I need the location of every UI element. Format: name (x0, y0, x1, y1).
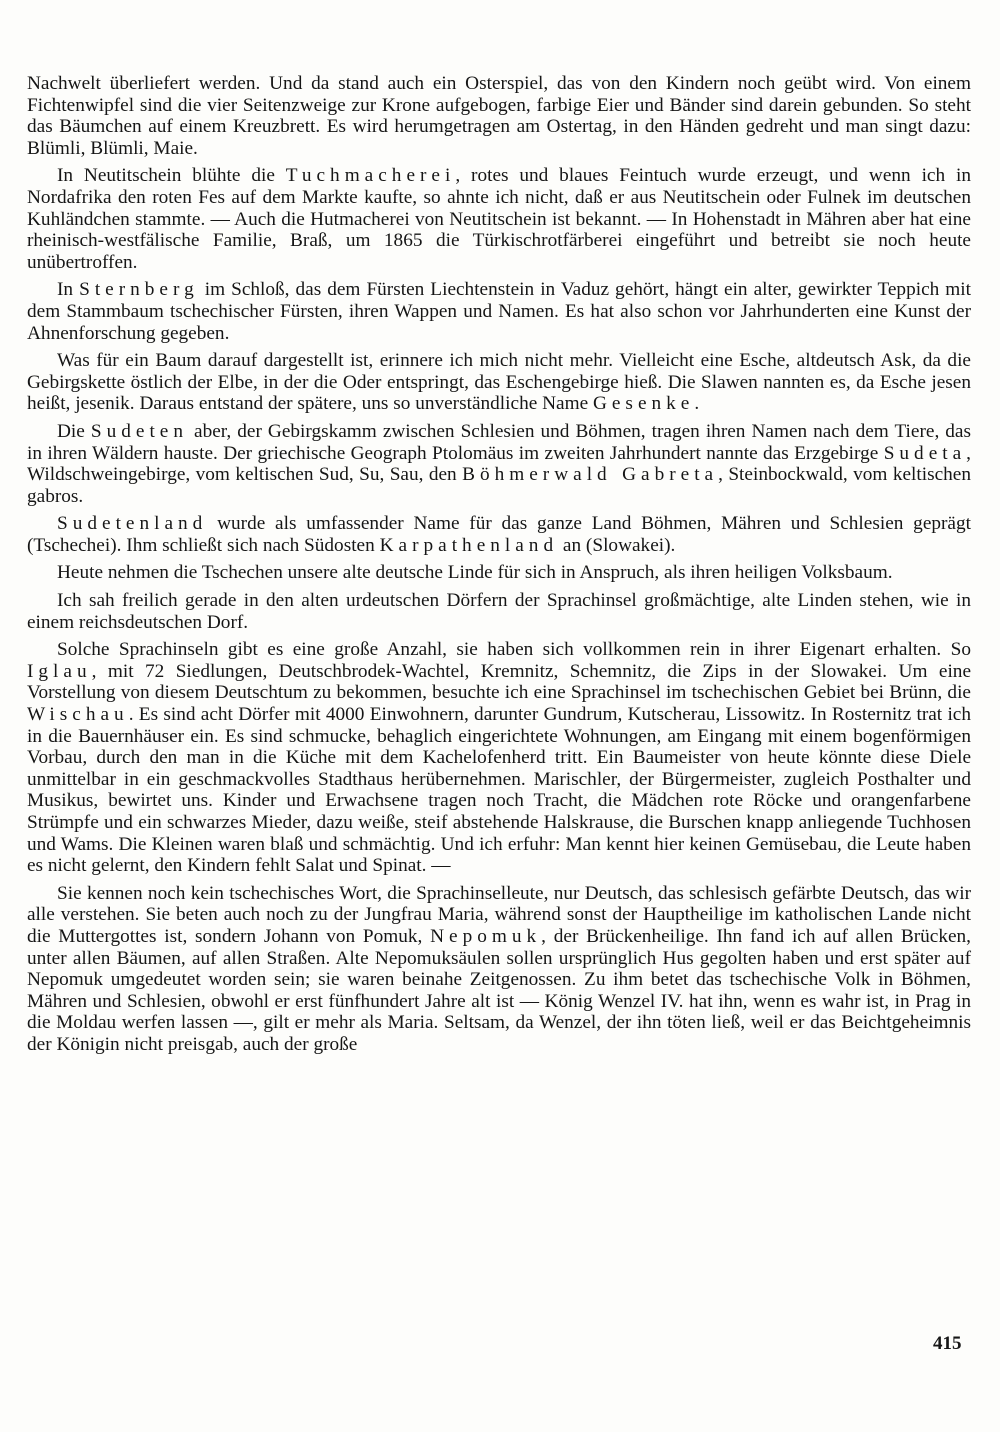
paragraph-2 (27, 165, 971, 273)
paragraph-4 (27, 350, 971, 415)
paragraph-5 (27, 421, 971, 507)
paragraph-3 (27, 279, 971, 344)
text-run: , der Brückenheilige. Ihn fand ich auf allen Brücken, unter allen Bäumen, auf allen Straßen. Alte Nepomuksäulen sollen ursprünglich Hus gegolten haben und erst später auf Nepomuk umgedeutet worden sein; sie waren beinahe Zeitgenossen. Zu ihm betet das tschechische Volk in Böhmen, Mähren und Schlesien, obwohl er erst fünfhundert Jahre alt ist — König Wenzel IV. hat ihn, wenn es wahr ist, in Prag in die Moldau werfen lassen —, gilt er mehr als Maria. Seltsam, da Wenzel, der ihn töten ließ, weil er das Beichtgeheimnis der Königin nicht preisgab, auch der große (27, 925, 972, 1055)
text-run: In Neutitschein blühte die (57, 165, 286, 187)
body-text (27, 73, 971, 1062)
text-run: , Steinbockwald, vom keltischen gabros. (27, 464, 971, 507)
spaced-term: Wischau (27, 704, 129, 726)
page-number: 415 (933, 1333, 962, 1354)
text-run: , mit 72 Siedlungen, Deutschbrodek-Wachtel, Kremnitz, Schemnitz, die Zips in der Slowakei. Um eine Vorstellung von diesem Deutschtum zu bekommen, besuchte ich eine Sprachinsel im tschechischen Gebiet bei Brünn, die (27, 660, 971, 704)
paragraph-6 (27, 513, 971, 556)
text-run: Ich sah freilich gerade in den alten urdeutschen Dörfern der Sprachinsel großmächtige, alte Linden stehen, wie in einem reichsdeutschen Dorf. (27, 590, 971, 633)
text-run: In (57, 279, 80, 301)
text-run: Die (57, 420, 91, 442)
text-run: Was für ein Baum darauf dargestellt ist, erinnere ich mich nicht mehr. Vielleicht eine Esche, altdeutsch Ask, da die Gebirgskette östlich der Elbe, in der die Oder entspringt, das Eschengebirge hieß. Die Slawen nannten es, da Esche jesen heißt, jesenik. Daraus entstand der spätere, uns so unverständliche Name (27, 350, 971, 415)
spaced-term: Sternberg (79, 279, 199, 301)
text-run: im Schloß, das dem Fürsten Liechtenstein in Vaduz gehört, hängt ein alter, gewirkter Teppich mit dem Stammbaum tschechischer Fürsten, ihren Wappen und Namen. Es hat also schon vor Jahrhunderten eine Kunst der Ahnenforschung gegeben. (27, 279, 972, 344)
paragraph-7 (27, 562, 971, 584)
text-run: Heute nehmen die Tschechen unsere alte deutsche Linde für sich in Anspruch, als ihren heiligen Volksbaum. (57, 562, 893, 584)
spaced-term: Tuchmacherei (285, 165, 456, 187)
paragraph-10 (27, 883, 971, 1056)
spaced-term: Karpathenland (379, 534, 559, 556)
text-run: an (Slowakei). (558, 534, 676, 556)
text-run: Sie kennen noch kein tschechisches Wort, die Sprachinselleute, nur Deutsch, das schlesisch gefärbte Deutsch, das wir alle verstehen. Sie beten auch noch zu der Jungfrau Maria, während sonst der Hauptheilige im katholischen Lande nicht die Muttergottes ist, sondern Johann von Pomuk, (27, 882, 971, 947)
text-run: Nachwelt überliefert werden. Und da stand auch ein Osterspiel, das von den Kindern noch geübt wird. Von einem Fichtenwipfel sind die vier Seitenzweige zur Krone aufgebogen, farbige Eier und Bänder sind darein gebunden. So steht das Bäumchen auf einem Kreuzbrett. Es wird herumgetragen am Ostertag, in den Händen gedreht und man singt dazu: Blümli, Blümli, Maie. (27, 73, 971, 159)
spaced-term: Iglau (27, 660, 92, 682)
text-run: . Es sind acht Dörfer mit 4000 Einwohnern, darunter Gundrum, Kutscherau, Lissowitz. In Rosternitz trat ich in die Bauernhäuser ein. Es sind schmucke, behaglich eingerichtete Wohnungen, am Eingang mit einem bogenförmigen Vorbau, durch den man in die Küche mit dem Kachelofenherd tritt. Ein Baumeister von heute könnte diese Diele unmittelbar in ein geschmackvolles Stadthaus herübernehmen. Marischler, der Bürgermeister, zugleich Posthalter und Musikus, bewirtet uns. Kinder und Erwachsene tragen noch Tracht, die Mädchen rote Röcke und orangenfarbene Strümpfe und ein schwarzes Mieder, dazu weiße, steif abstehende Halskrause, die Burschen knapp anliegende Tuchhosen und Wams. Die Kleinen waren blaß und schmächtig. Und ich erfuhr: Man kennt hier keinen Gemüsebau, die Leute haben es nicht gelernt, den Kindern fehlt Salat und Spinat. — (27, 704, 971, 877)
spaced-term: Sudeten (90, 420, 188, 442)
paragraph-9 (27, 639, 971, 877)
spaced-term: Gesenke (592, 393, 695, 415)
text-run: Solche Sprachinseln gibt es eine große Anzahl, sie haben sich vollkommen rein in ihrer Eigenart erhalten. So (57, 639, 971, 661)
spaced-term: Nepomuk (430, 925, 542, 947)
paragraph-1 (27, 73, 971, 159)
spaced-term: Böhmerwald Gabreta (462, 464, 719, 486)
text-run: aber, der Gebirgskamm zwischen Schlesien und Böhmen, tragen ihren Namen nach dem Tiere, das in ihren Wäldern hauste. Der griechische Geograph Ptolomäus im zweiten Jahrhundert nannte das Erzgebirge (27, 420, 971, 464)
spaced-term: Sudetenland (57, 513, 208, 535)
text-run: , rotes und blaues Feintuch wurde erzeugt, und wenn ich in Nordafrika den roten Fes auf dem Markte kaufte, so ahnte ich nicht, daß er aus Neutitschein oder Fulnek im deutschen Kuhländchen stammte. — Auch die Hutmacherei von Neutitschein ist bekannt. — In Hohenstadt in Mähren aber hat eine rheinisch-westfälische Familie, Braß, um 1865 die Türkischrotfärberei eingeführt und betreibt sie noch heute unübertroffen. (27, 165, 971, 273)
text-run: . (694, 393, 700, 415)
text-run: wurde als umfassender Name für das ganze Land Böhmen, Mähren und Schlesien geprägt (Tschechei). Ihm schließt sich nach Südosten (27, 513, 971, 556)
paragraph-8 (27, 590, 971, 633)
text-run: , Wildschweingebirge, vom keltischen Sud, Su, Sau, den (27, 442, 971, 486)
spaced-term: Sudeta (883, 442, 967, 464)
